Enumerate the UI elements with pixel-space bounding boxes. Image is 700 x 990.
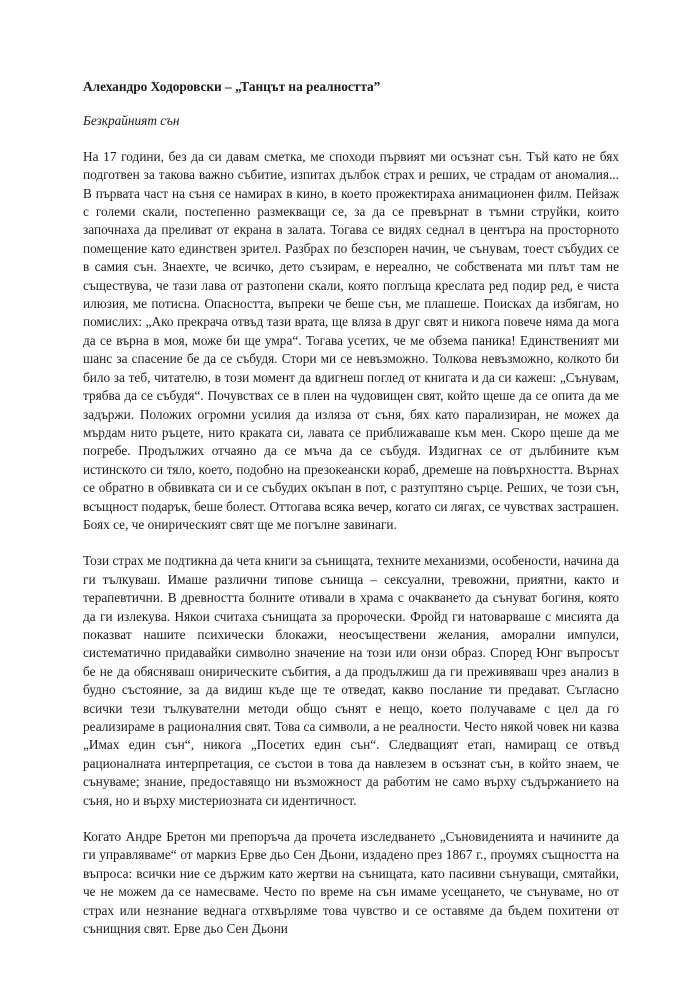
document-title: Алехандро Ходоровски – „Танцът на реалността” [83, 79, 381, 94]
paragraph: Този страх ме подтикна да чета книги за сънищата, техните механизми, особености, начина да ги тълкуваш. Имаше различни типове сънища – сексуални, тревожни, приятни, както и терапевтични. В древността болните отивали в храма с очакването да сънуват богиня, която да ги излекува. Някои считаха сънищата за пророчески. Фройд ги натоварваше с мисията да показват нашите психически блокажи, неосъществени желания, аморални импулси, систематично придавайки символно значение на този или онзи образ. Според Юнг въпросът бе не да обясняваш онирическите събития, а да продължиш да ги преживяваш чрез анализ в будно състояние, за да видиш къде ще те отведат, какво послание ти предават. Съгласно всички тези тълкувателни методи общо сънят е нещо, което получаваме с цел да го реализираме в рационалния свят. Това са символи, а не реалности. Често някой човек ни казва „Имах един сън“, никога „Посетих един сън“. Следващият етап, намиращ се отвъд рационалната интерпретация, се състои в това да навлезем в осъзнат сън, в който знаем, че сънуваме; знание, предоставящо ни възможност да работим не само върху съдържанието на съня, но и върху мистериозната си идентичност. [83, 553, 619, 808]
document-page [83, 78, 619, 938]
paragraph: На 17 години, без да си давам сметка, ме споходи първият ми осъзнат сън. Тъй като не бях подготвен за такова важно събитие, изпитах дълбок страх и реших, че страдам от аномалия... В първата част на съня се намирах в кино, в което прожектираха анимационен филм. Пейзаж с големи скали, постепенно размекващи се, за да се превърнат в тъмни струйки, които започнаха да преливат от екрана в залата. Тогава се видях седнал в центъра на просторното помещение като единствен зрител. Разбрах по безспорен начин, че сънувам, тоест събудих се в самия сън. Знаехте, че всичко, дето съзирам, е нереално, че собствената ми плът там не съществува, че тази лава от разтопени скали, която поглъща креслата ред подир ред, е чиста илюзия, ме потисна. Опасността, въпреки че беше сън, ме плашеше. Поисках да избягам, но помислих: „Ако прекрача отвъд тази врата, ще вляза в друг свят и никога повече няма да мога да се върна в моя, може би ще умра“. Тогава усетих, че ме обзема паника! Единственият ми шанс за спасение бе да се събудя. Стори ми се невъзможно. Толкова невъзможно, колкото би било за теб, читателю, в този момент да вдигнеш поглед от книгата и да си кажеш: „Сънувам, трябва да се събудя“. Почувствах се в плен на чудовищен свят, който щеше да се опита да ме задържи. Положих огромни усилия да изляза от съня, бях като парализиран, не можех да мърдам нито ръцете, нито краката си, лавата се приближаваше към мен. Скоро щеше да ме погребе. Продължих отчаяно да се мъча да се събудя. Издигнах се от дълбините към истинското си тяло, което, подобно на презокеански кораб, дремеше на повърхността. Върнах се обратно в обвивката си и се събудих окъпан в пот, с разтуптяно сърце. Реших, че този сън, всъщност подарък, беше болест. Оттогава всяка вечер, когато си лягах, се чувствах застрашен. Боях се, че онирическият свят ще ме погълне завинаги. [83, 148, 619, 532]
chapter-subtitle: Безкрайният сън [83, 113, 180, 129]
paragraph: Когато Андре Бретон ми препоръча да прочета изследването „Съновиденията и начините да ги управляваме“ от маркиз Ерве дьо Сен Дьони, издадено през 1867 г., проумях същността на въпроса: всички ние се държим като жертви на сънищата, като пасивни сънуващи, смятайки, че не можем да се намесваме. Често по време на сън имаме усещането, че сънуваме, но от страх или незнание веднага отхвърляме това чувство и се оставяме да бъдем похитени от сънищния свят. Ерве дьо Сен Дьони [83, 829, 619, 937]
